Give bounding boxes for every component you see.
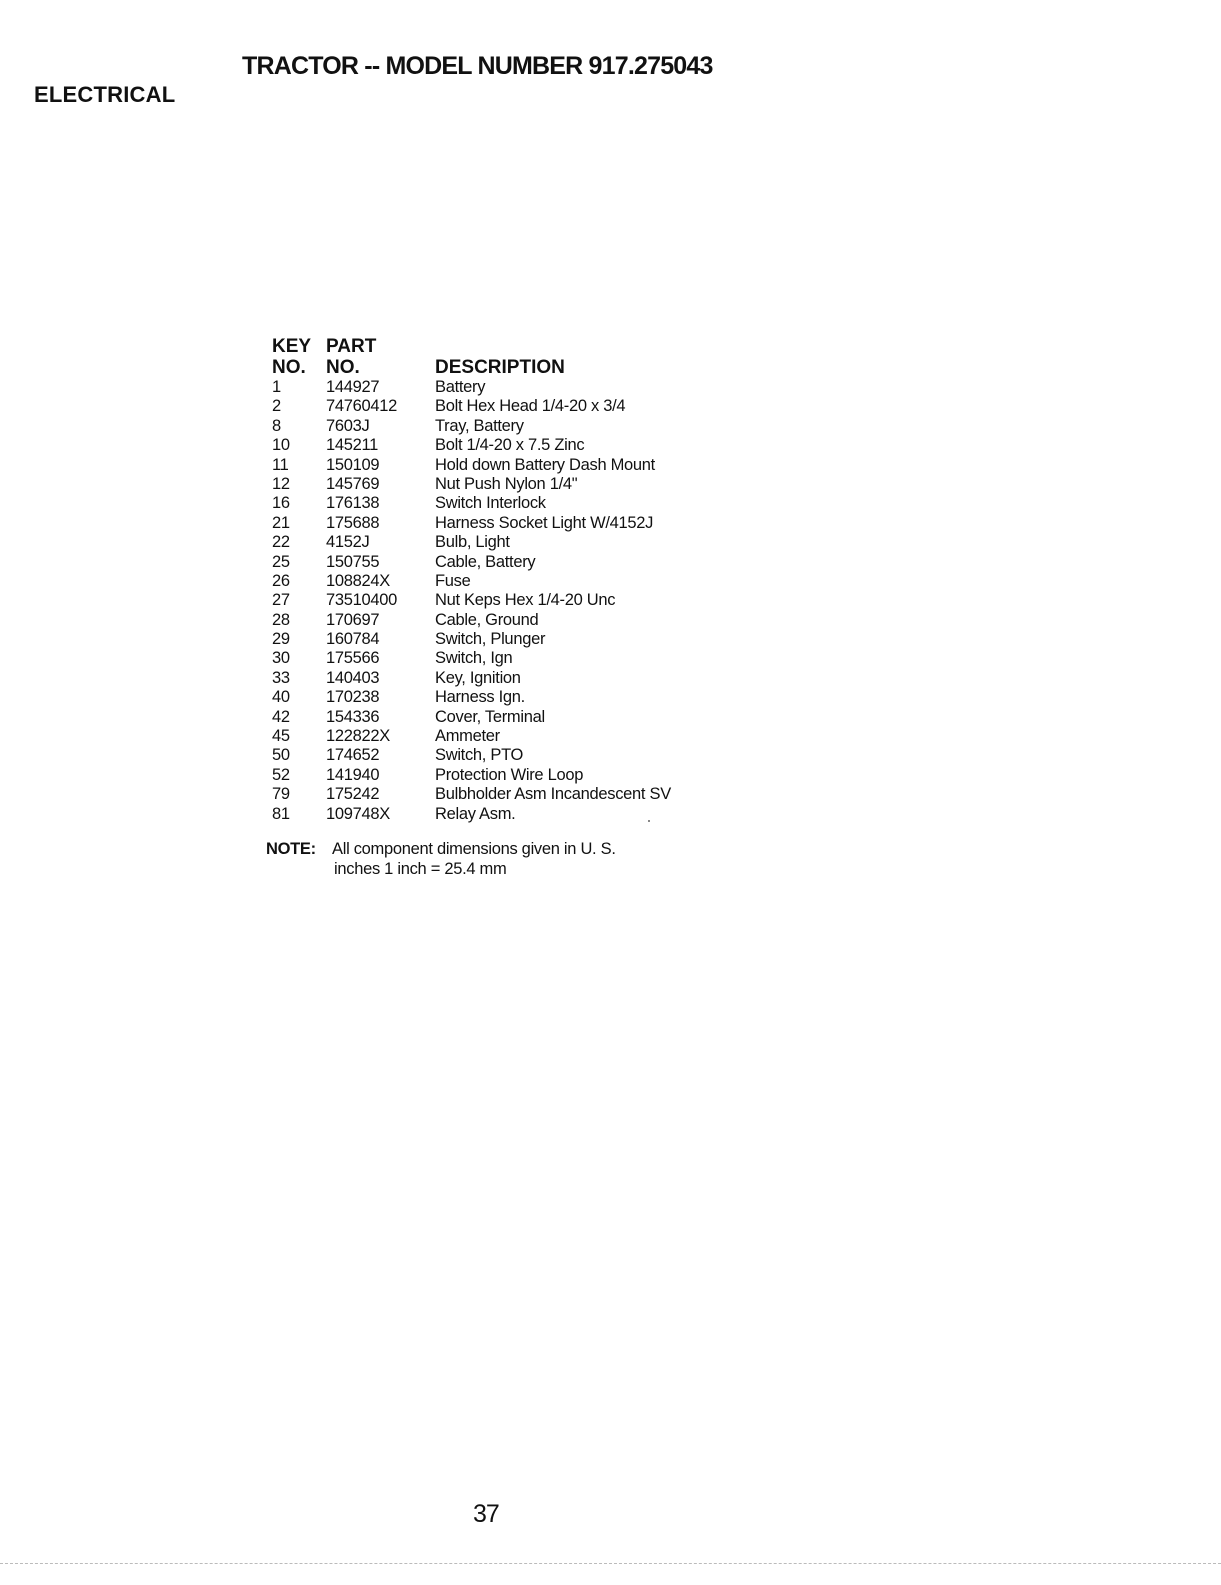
part-no: 170238 [326,688,380,707]
header-key-line2: NO. [272,357,306,378]
description: Harness Ign. [435,688,525,707]
key-no: 33 [272,668,290,687]
description: Hold down Battery Dash Mount [435,455,655,474]
key-no: 26 [272,571,290,590]
header-part-line2: NO. [326,357,360,378]
part-no: 175688 [326,513,380,532]
part-no: 170697 [326,610,380,629]
header-description: DESCRIPTION [435,357,565,378]
description: Fuse [435,571,471,590]
key-no: 12 [272,474,290,493]
note-line2: inches 1 inch = 25.4 mm [334,860,507,878]
key-no: 22 [272,533,290,552]
part-no: 73510400 [326,591,398,610]
key-no: 30 [272,649,290,668]
description: Switch, Plunger [435,630,546,649]
part-no: 145769 [326,474,380,493]
key-no: 50 [272,746,290,765]
key-no: 11 [272,455,289,474]
header-key-line1: KEY [272,336,312,357]
description: Bolt Hex Head 1/4-20 x 3/4 [435,397,626,416]
key-no: 28 [272,610,290,629]
part-no: 175242 [326,785,380,804]
part-no: 154336 [326,707,380,726]
description: Harness Socket Light W/4152J [435,513,654,532]
page-number: 37 [473,1500,499,1528]
description: Bolt 1/4-20 x 7.5 Zinc [435,436,585,455]
key-no: 45 [272,727,290,746]
part-no: 122822X [326,727,390,746]
note [266,840,616,879]
part-no: 150755 [326,552,380,571]
part-no: 109748X [326,804,390,823]
part-no: 176138 [326,494,380,513]
description: Protection Wire Loop [435,765,584,784]
description: Switch, PTO [435,746,524,765]
key-no: 2 [272,397,281,416]
description: Cable, Ground [435,610,539,629]
description: Key, Ignition [435,668,521,687]
part-no: 145211 [326,436,379,455]
description: Tray, Battery [435,416,524,435]
description: Bulb, Light [435,533,510,552]
part-no: 175566 [326,649,380,668]
part-no: 108824X [326,571,390,590]
description: Bulbholder Asm Incandescent SV [435,785,671,804]
part-no: 141940 [326,765,380,784]
key-no: 79 [272,785,290,804]
part-no: 160784 [326,630,380,649]
description: Cover, Terminal [435,707,545,726]
key-no: 81 [272,804,290,823]
description: Ammeter [435,727,500,746]
header-part-line1: PART [326,336,377,357]
note-label: NOTE: [266,840,316,858]
key-no: 40 [272,688,290,707]
key-no: 21 [272,513,290,532]
key-no: 8 [272,416,281,435]
part-no: 7603J [326,416,370,435]
description: Switch Interlock [435,494,546,513]
part-no: 4152J [326,533,370,552]
description: Nut Push Nylon 1/4" [435,474,578,493]
key-no: 42 [272,707,290,726]
part-no: 150109 [326,455,380,474]
description: Battery [435,378,486,396]
part-no: 144927 [326,378,380,396]
bottom-divider [0,1563,1221,1565]
key-no: 16 [272,494,290,513]
section-label: ELECTRICAL [34,82,176,107]
description: Nut Keps Hex 1/4-20 Unc [435,591,616,610]
key-no: 52 [272,765,290,784]
page-title: TRACTOR -- MODEL NUMBER 917.275043 [242,52,713,80]
description: Cable, Battery [435,552,536,571]
key-no: 29 [272,630,290,649]
key-no: 27 [272,591,290,610]
part-no: 140403 [326,668,380,687]
note-line1: All component dimensions given in U. S. [332,840,616,858]
description: Switch, Ign [435,649,513,668]
key-no: 25 [272,552,290,571]
stray-mark [648,820,650,822]
part-no: 174652 [326,746,380,765]
part-no: 74760412 [326,397,398,416]
key-no: 1 [272,378,281,396]
description: Relay Asm. [435,804,516,823]
key-no: 10 [272,436,290,455]
